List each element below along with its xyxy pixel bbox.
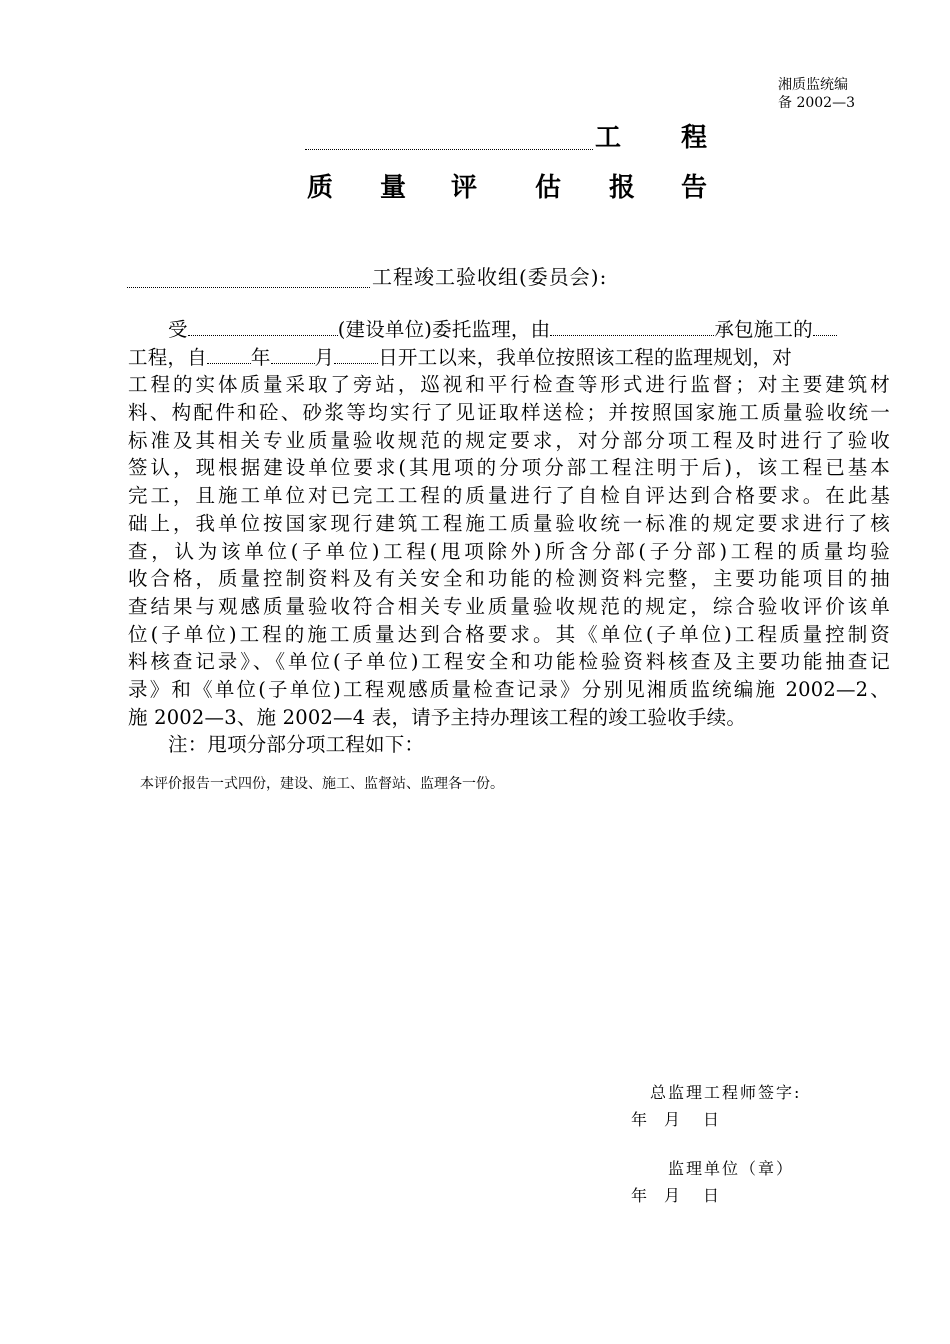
fill-label: 受 [168,318,188,341]
date-month-label: 月 [664,1186,681,1205]
copies-footnote: 本评价报告一式四份，建设、施工、监督站、监理各一份。 [140,776,504,792]
start-year-blank[interactable] [207,345,251,364]
body-line-1 [128,316,890,344]
project-name-blank[interactable] [305,149,593,150]
body-line-2 [128,344,890,372]
date-day-label: 日 [703,1110,720,1129]
start-day-blank[interactable] [334,345,378,364]
title-char: 评 [451,173,478,203]
signature-date-1 [631,1110,731,1130]
body-line-5: 标准及其相关专业质量验收规范的规定要求，对分部分项工程及时进行了验收 [128,428,890,452]
date-year-label: 年 [631,1186,648,1205]
chief-engineer-signature-label: 总监理工程师签字: [650,1083,802,1102]
body-line-13: 料核查记录》、《单位(子单位)工程安全和功能检验资料核查及主要功能抽查记 [128,650,890,674]
form-code [778,76,898,112]
title-char: 告 [681,173,708,203]
body-line-12: 位(子单位)工程的施工质量达到合格要求。其《单位(子单位)工程质量控制资 [128,622,890,646]
contractor-blank[interactable] [550,317,714,336]
note-line: 注：甩项分部分项工程如下： [168,733,425,757]
title-word-gong: 工 [595,123,622,153]
title-line1 [305,122,725,154]
addressee-text: 工程竣工验收组(委员会): [372,265,608,289]
fill-label: 工程，自 [128,345,207,369]
body-paragraph [128,316,890,759]
fill-label: 承包施工的 [714,318,813,341]
start-month-blank[interactable] [271,345,315,364]
title-char: 报 [609,173,636,203]
fill-label: (建设单位)委托监理，由 [337,318,551,341]
body-line-9: 查，认为该单位(子单位)工程(甩项除外)所含分部(子分部)工程的质量均验 [128,539,890,563]
body-line-15: 施 2002—3、施 2002—4 表，请予主持办理该工程的竣工验收手续。 [128,705,747,729]
date-year-label: 年 [631,1110,648,1129]
supervision-unit-seal-label: 监理单位（章） [668,1159,795,1178]
title-char: 量 [380,173,407,203]
body-line-8: 础上，我单位按国家现行建筑工程施工质量验收统一标准的规定要求进行了核 [128,511,890,535]
construction-unit-blank[interactable] [188,317,338,336]
addressee [127,262,687,292]
fill-label: 日开工以来，我单位按照该工程的监理规划，对 [378,345,792,369]
body-line-7: 完工，且施工单位对已完工工程的质量进行了自检自评达到合格要求。在此基 [128,484,890,508]
title-char: 质 [307,173,334,203]
body-line-6: 签认，现根据建设单位要求(其甩项的分项分部工程注明于后)，该工程已基本 [128,456,890,480]
body-line-4: 料、构配件和砼、砂浆等均实行了见证取样送检；并按照国家施工质量验收统一 [128,401,890,425]
body-line-3: 工程的实体质量采取了旁站，巡视和平行检查等形式进行监督；对主要建筑材 [128,373,890,397]
title-word-cheng: 程 [681,123,708,153]
body-line-10: 收合格，质量控制资料及有关安全和功能的检测资料完整，主要功能项目的抽 [128,567,890,591]
date-month-label: 月 [664,1110,681,1129]
body-line-14: 录》和《单位(子单位)工程观感质量检查记录》分别见湘质监统编施 2002—2、 [128,677,890,701]
fill-label: 月 [314,345,335,369]
title-char: 估 [535,173,562,203]
form-code-line1: 湘质监统编 [778,77,848,93]
page-title [305,170,725,206]
project-name-tail-blank[interactable] [813,317,837,336]
date-day-label: 日 [703,1186,720,1205]
body-line-11: 查结果与观感质量验收符合相关专业质量验收规范的规定，综合验收评价该单 [128,594,890,618]
addressee-project-blank[interactable] [127,287,370,288]
signature-date-2 [631,1186,731,1206]
form-code-line2: 备 2002—3 [778,95,855,111]
fill-label: 年 [250,345,271,369]
